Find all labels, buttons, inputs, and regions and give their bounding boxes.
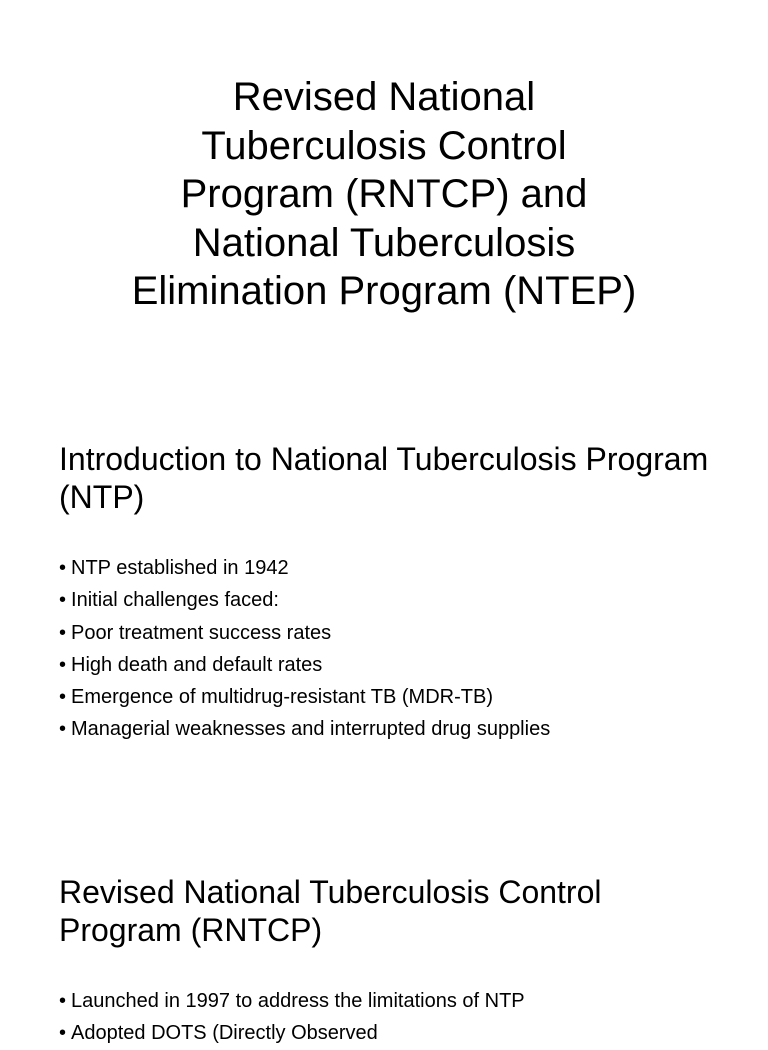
list-item-text: High death and default rates xyxy=(71,653,323,676)
list-item xyxy=(59,584,719,616)
bullet-icon: • xyxy=(59,990,67,1012)
bullet-list xyxy=(59,552,719,746)
list-item-text: Managerial weaknesses and interrupted drug supplies xyxy=(71,718,551,741)
bullet-icon: • xyxy=(59,589,67,612)
list-item-text: Initial challenges faced: xyxy=(71,589,279,612)
list-item-text: Emergence of multidrug-resistant TB (MDR-TB) xyxy=(71,686,493,709)
list-item xyxy=(59,617,719,649)
section-ntp-introduction xyxy=(59,440,719,746)
page-title: Revised National Tuberculosis Control Program (RNTCP) and National Tuberculosis Elimination Program (NTEP) xyxy=(131,75,637,313)
bullet-icon: • xyxy=(59,621,67,644)
list-item xyxy=(59,649,719,681)
list-item xyxy=(59,681,719,713)
bullet-icon: • xyxy=(59,686,67,709)
bullet-icon: • xyxy=(59,1022,67,1045)
list-item-text: Launched in 1997 to address the limitations of NTP xyxy=(71,990,525,1012)
bullet-icon: • xyxy=(59,718,67,741)
list-item xyxy=(59,985,719,1017)
section-heading: Introduction to National Tuberculosis Program (NTP) xyxy=(59,441,709,515)
list-item-text: Adopted DOTS (Directly Observed xyxy=(71,1022,378,1045)
list-item-text: Poor treatment success rates xyxy=(71,621,332,644)
bullet-icon: • xyxy=(59,557,67,579)
section-rntcp xyxy=(59,873,719,1050)
list-item xyxy=(59,713,719,745)
section-heading: Revised National Tuberculosis Control Program (RNTCP) xyxy=(59,874,602,948)
list-item xyxy=(59,1017,719,1049)
list-item xyxy=(59,552,719,584)
bullet-icon: • xyxy=(59,653,67,676)
list-item-text: NTP established in 1942 xyxy=(71,557,289,579)
bullet-list xyxy=(59,985,719,1050)
